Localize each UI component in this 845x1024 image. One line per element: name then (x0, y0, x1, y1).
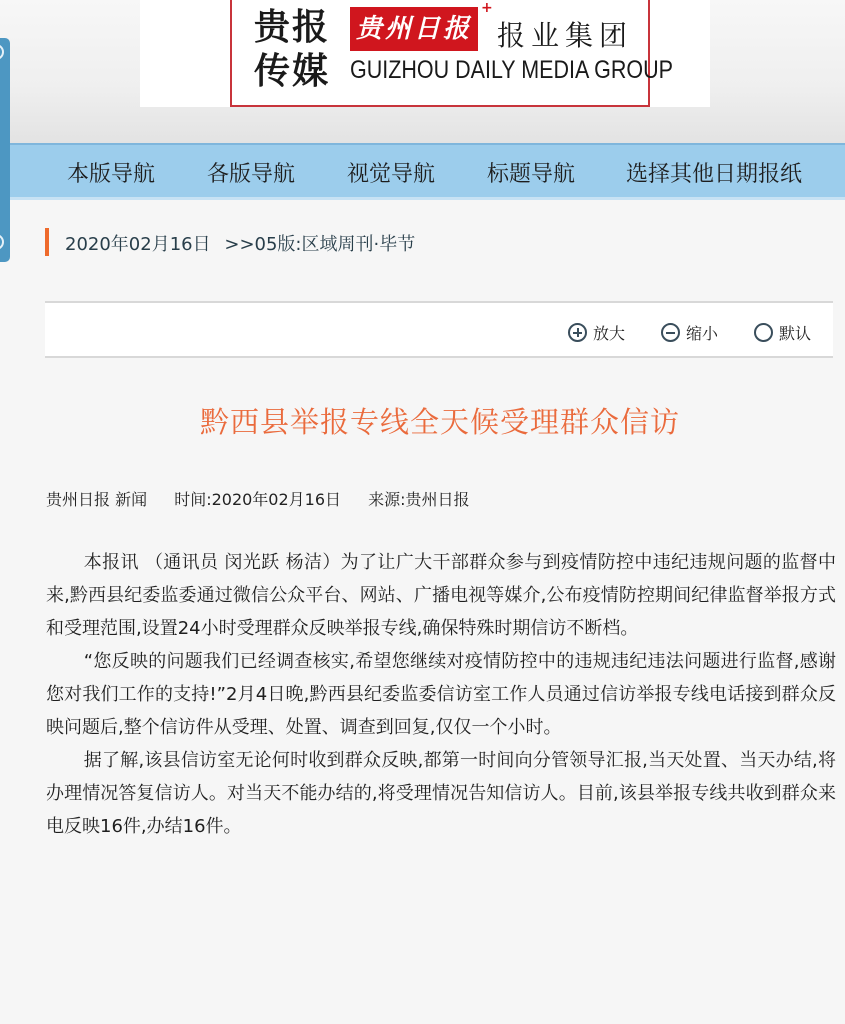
article-body (46, 546, 836, 843)
default-size-button[interactable] (754, 321, 811, 344)
minus-circle-icon (661, 323, 680, 342)
zoom-out-label: 缩小 (686, 324, 719, 343)
article-time: 时间:2020年02月16日 (174, 490, 342, 509)
logo-group-en: GUIZHOU DAILY MEDIA GROUP (350, 56, 673, 84)
article-meta (46, 487, 492, 510)
nav-item-other-dates[interactable]: 选择其他日期报纸 (626, 162, 803, 187)
default-size-label: 默认 (779, 324, 812, 343)
zoom-out-button[interactable] (661, 321, 718, 344)
article-paragraph: 据了解,该县信访室无论何时收到群众反映,都第一时间向分管领导汇报,当天处置、当天办结,将办理情况答复信访人。对当天不能办结的,将受理情况告知信访人。目前,该县举报专线共收到群众来电反映16件,办结16件。 (46, 750, 836, 837)
breadcrumb-edition[interactable]: 05版:区域周刊·毕节 (254, 234, 416, 255)
breadcrumb-date[interactable]: 2020年02月16日 (65, 234, 211, 255)
logo-group-cn: 报业集团 (497, 19, 634, 52)
plus-circle-icon (568, 323, 587, 342)
logo-plus-mark: + (481, 0, 493, 16)
zoom-in-label: 放大 (593, 324, 626, 343)
logo-big-line1: 贵报 (254, 7, 331, 48)
font-size-toolbar (45, 301, 833, 358)
breadcrumb-separator: >> (224, 234, 255, 255)
zoom-in-button[interactable] (568, 321, 625, 344)
nav-item-visual[interactable]: 视觉导航 (347, 162, 436, 187)
nav-item-headlines[interactable]: 标题导航 (487, 162, 576, 187)
main-nav (0, 143, 845, 200)
nav-item-all-editions[interactable]: 各版导航 (207, 162, 296, 187)
breadcrumb-accent-bar (45, 228, 49, 256)
article-origin: 来源:贵州日报 (368, 490, 470, 509)
logo-red-badge: 贵州日报 (350, 7, 478, 51)
article-paragraph: “您反映的问题我们已经调查核实,希望您继续对疫情防控中的违规违纪违法问题进行监督,感谢您对我们工作的支持!”2月4日晚,黔西县纪委监委信访室工作人员通过信访举报专线电话接到群众反映问题后,整个信访件从受理、处置、调查到回复,仅仅一个小时。 (46, 651, 836, 738)
logo-panel (140, 0, 710, 107)
side-float-widget[interactable] (0, 38, 10, 262)
side-widget-top-circle-icon[interactable] (0, 44, 4, 60)
article-title: 黔西县举报专线全天候受理群众信访 (199, 405, 680, 439)
site-header (0, 0, 845, 143)
article-paragraph: 本报讯 （通讯员 闵光跃 杨洁）为了让广大干部群众参与到疫情防控中违纪违规问题的监督中来,黔西县纪委监委通过微信公众平台、网站、广播电视等媒介,公布疫情防控期间纪律监督举报方式和受理范围,设置24小时受理群众反映举报专线,确保特殊时期信访不断档。 (46, 552, 836, 639)
nav-item-this-edition[interactable]: 本版导航 (67, 162, 156, 187)
side-widget-bottom-circle-icon[interactable] (0, 234, 4, 250)
logo-big-text (254, 6, 334, 94)
logo-big-line2: 传媒 (254, 51, 331, 92)
circle-icon (754, 323, 773, 342)
article-source-tag: 贵州日报 新闻 (46, 490, 148, 509)
site-logo[interactable] (230, 0, 673, 107)
breadcrumb (65, 230, 415, 256)
